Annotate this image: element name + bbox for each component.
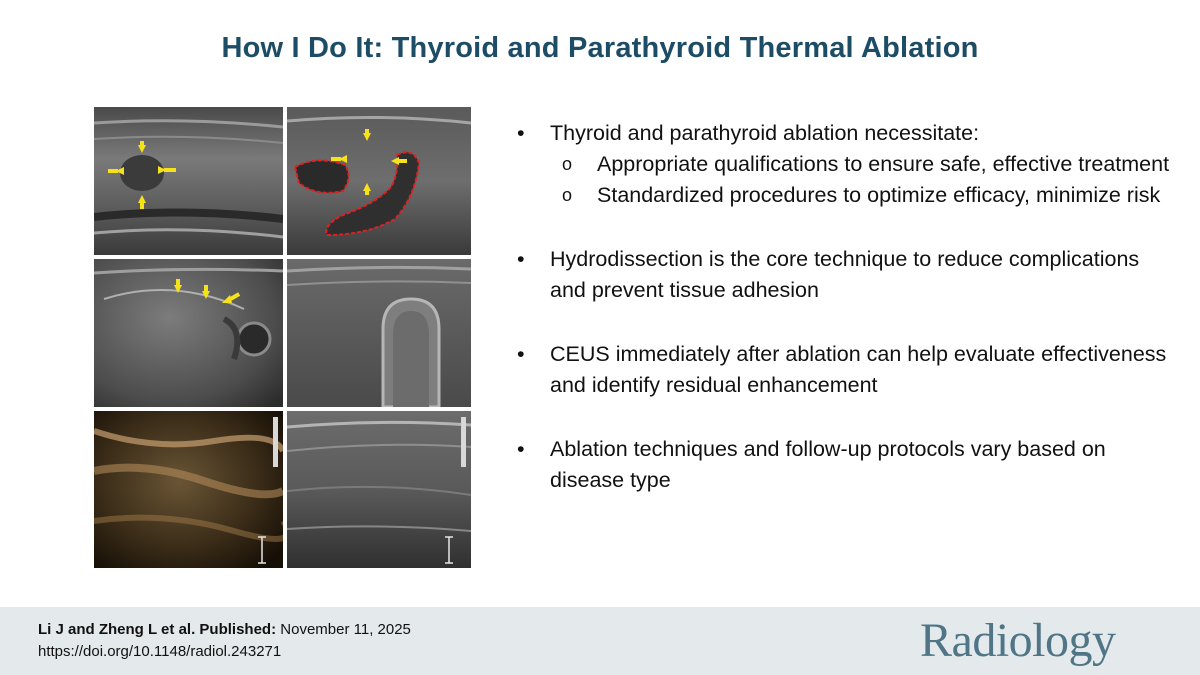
bullet-text: Thyroid and parathyroid ablation necessitate:	[550, 121, 980, 145]
sub-bullet-marker: o	[562, 154, 573, 174]
sub-bullet-text: Appropriate qualifications to ensure safe, effective treatment	[597, 152, 1170, 176]
bullet-marker: •	[517, 342, 525, 366]
ultrasound-figure-grid	[94, 107, 471, 568]
sub-bullet-text: Standardized procedures to optimize efficacy, minimize risk	[597, 183, 1161, 207]
bullet-item	[513, 244, 1173, 306]
radiology-logo: Radiology	[920, 614, 1116, 667]
bullet-marker: •	[517, 247, 525, 271]
doi-link[interactable]: https://doi.org/10.1148/radiol.243271	[38, 643, 282, 660]
bullet-text: Ablation techniques and follow-up protocols vary based on disease type	[550, 437, 1106, 492]
bullet-text: CEUS immediately after ablation can help evaluate effectiveness and identify residual enhancement	[550, 342, 1167, 397]
ultrasound-panel-a	[94, 107, 283, 255]
ceus-panel-e	[94, 411, 283, 568]
slide-title: How I Do It: Thyroid and Parathyroid Thermal Ablation	[221, 32, 979, 64]
bullet-marker: •	[517, 437, 525, 461]
sub-bullet-item	[513, 180, 1173, 211]
sub-bullet-item	[513, 149, 1173, 180]
bullet-item	[513, 339, 1173, 401]
publication-date: November 11, 2025	[280, 621, 411, 638]
key-points-list	[513, 118, 1173, 496]
bullet-text: Hydrodissection is the core technique to reduce complications and prevent tissue adhesion	[550, 247, 1140, 302]
citation-line	[38, 621, 411, 638]
bullet-marker: •	[517, 121, 525, 145]
ultrasound-panel-f	[287, 411, 471, 568]
citation-authors: Li J and Zheng L et al. Published:	[38, 621, 277, 638]
ultrasound-panel-b	[287, 107, 471, 255]
ultrasound-panel-d	[287, 259, 471, 407]
bullet-item	[513, 434, 1173, 496]
ultrasound-panel-c	[94, 259, 283, 407]
citation-footer	[0, 607, 1200, 675]
bullet-item	[513, 118, 1173, 149]
sub-bullet-marker: o	[562, 185, 573, 205]
